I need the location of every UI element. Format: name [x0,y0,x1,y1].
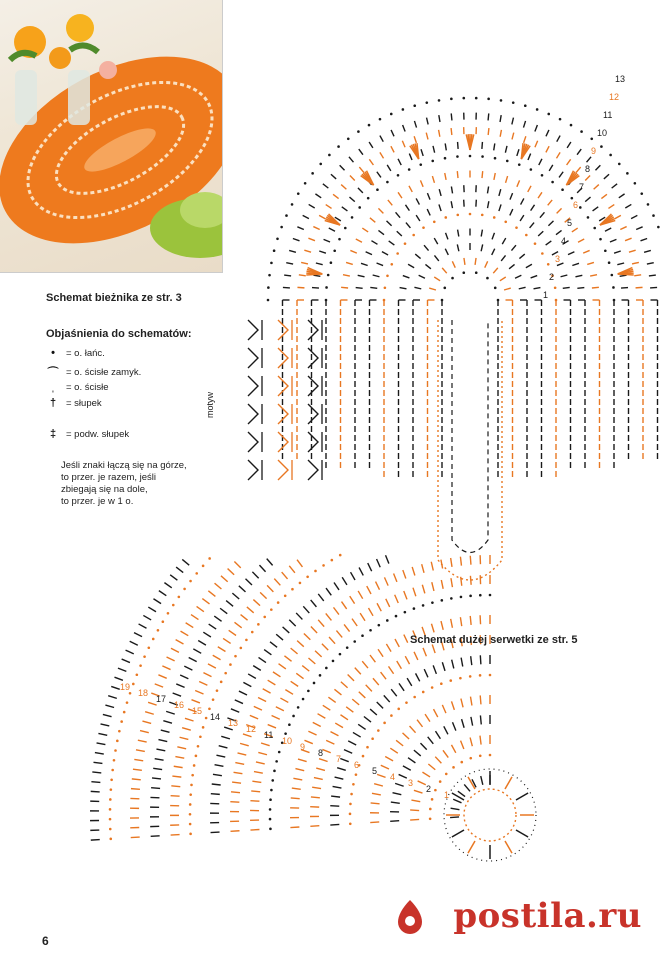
legend-item [46,381,109,393]
runner-round-number: 9 [591,146,597,156]
legend-item [46,428,129,440]
legend-label: = o. ścisłe zamyk. [66,366,142,378]
runner-round-number: 4 [561,236,567,246]
double-crochet-icon: † [49,397,57,409]
runner-round-number: 1 [543,290,549,300]
doily-round-number: 10 [282,736,293,746]
runner-round-number: 3 [555,254,561,264]
doily-round-number: 1 [444,790,450,800]
motif-label: motyw [205,391,215,418]
legend-label: = podw. słupek [66,428,130,440]
doily-round-number: 3 [408,778,414,788]
runner-round-number: 11 [603,110,613,120]
runner-round-number: 13 [615,74,626,84]
doily-schema-title: Schemat dużej serwetki ze str. 5 [410,634,578,646]
page-number: 6 [42,934,49,948]
joining-note: Jeśli znaki łączą się na górze, to przer. je razem, jeśli zbiegają się na dole, to przer. je w 1 o. [61,460,187,507]
slip-join-icon: ⌒ [47,367,59,379]
runner-round-number: 2 [549,272,555,282]
legend-title: Objaśnienia do schematów: [46,328,192,340]
runner-round-number: 7 [579,182,585,192]
doily-round-number: 17 [156,694,167,704]
doily-round-number: 12 [246,724,257,734]
runner-round-number: 6 [573,200,579,210]
doily-round-number: 18 [138,688,149,698]
doily-round-number: 5 [372,766,378,776]
legend-label: = o. łańc. [66,347,105,359]
doily-round-number: 16 [174,700,185,710]
doily-round-number: 8 [318,748,324,758]
watermark: postila.ru [453,896,642,936]
runner-round-number: 5 [567,218,573,228]
runner-schema-title: Schemat bieżnika ze str. 3 [46,292,182,304]
runner-round-number: 10 [597,128,608,138]
doily-round-number: 6 [354,760,360,770]
legend-item [46,364,141,380]
legend-label: = słupek [66,397,102,409]
treble-crochet-icon: ‡ [49,428,57,440]
legend-item [46,397,102,409]
doily-round-number: 4 [390,772,396,782]
doily-round-number: 2 [426,784,432,794]
postila-logo-icon [392,898,428,934]
legend-item [46,347,105,359]
legend-label: = o. ścisłe [66,381,109,393]
doily-round-number: 13 [228,718,239,728]
doily-round-number: 19 [120,682,131,692]
doily-round-number: 15 [192,706,203,716]
chain-dot-icon: • [51,347,55,359]
doily-round-number: 11 [264,730,274,740]
doily-round-number: 14 [210,712,221,722]
runner-round-number: 12 [609,92,620,102]
doily-round-number: 9 [300,742,306,752]
runner-round-number: 8 [585,164,591,174]
slip-stitch-icon: ˌ [51,381,55,393]
doily-round-number: 7 [336,754,342,764]
